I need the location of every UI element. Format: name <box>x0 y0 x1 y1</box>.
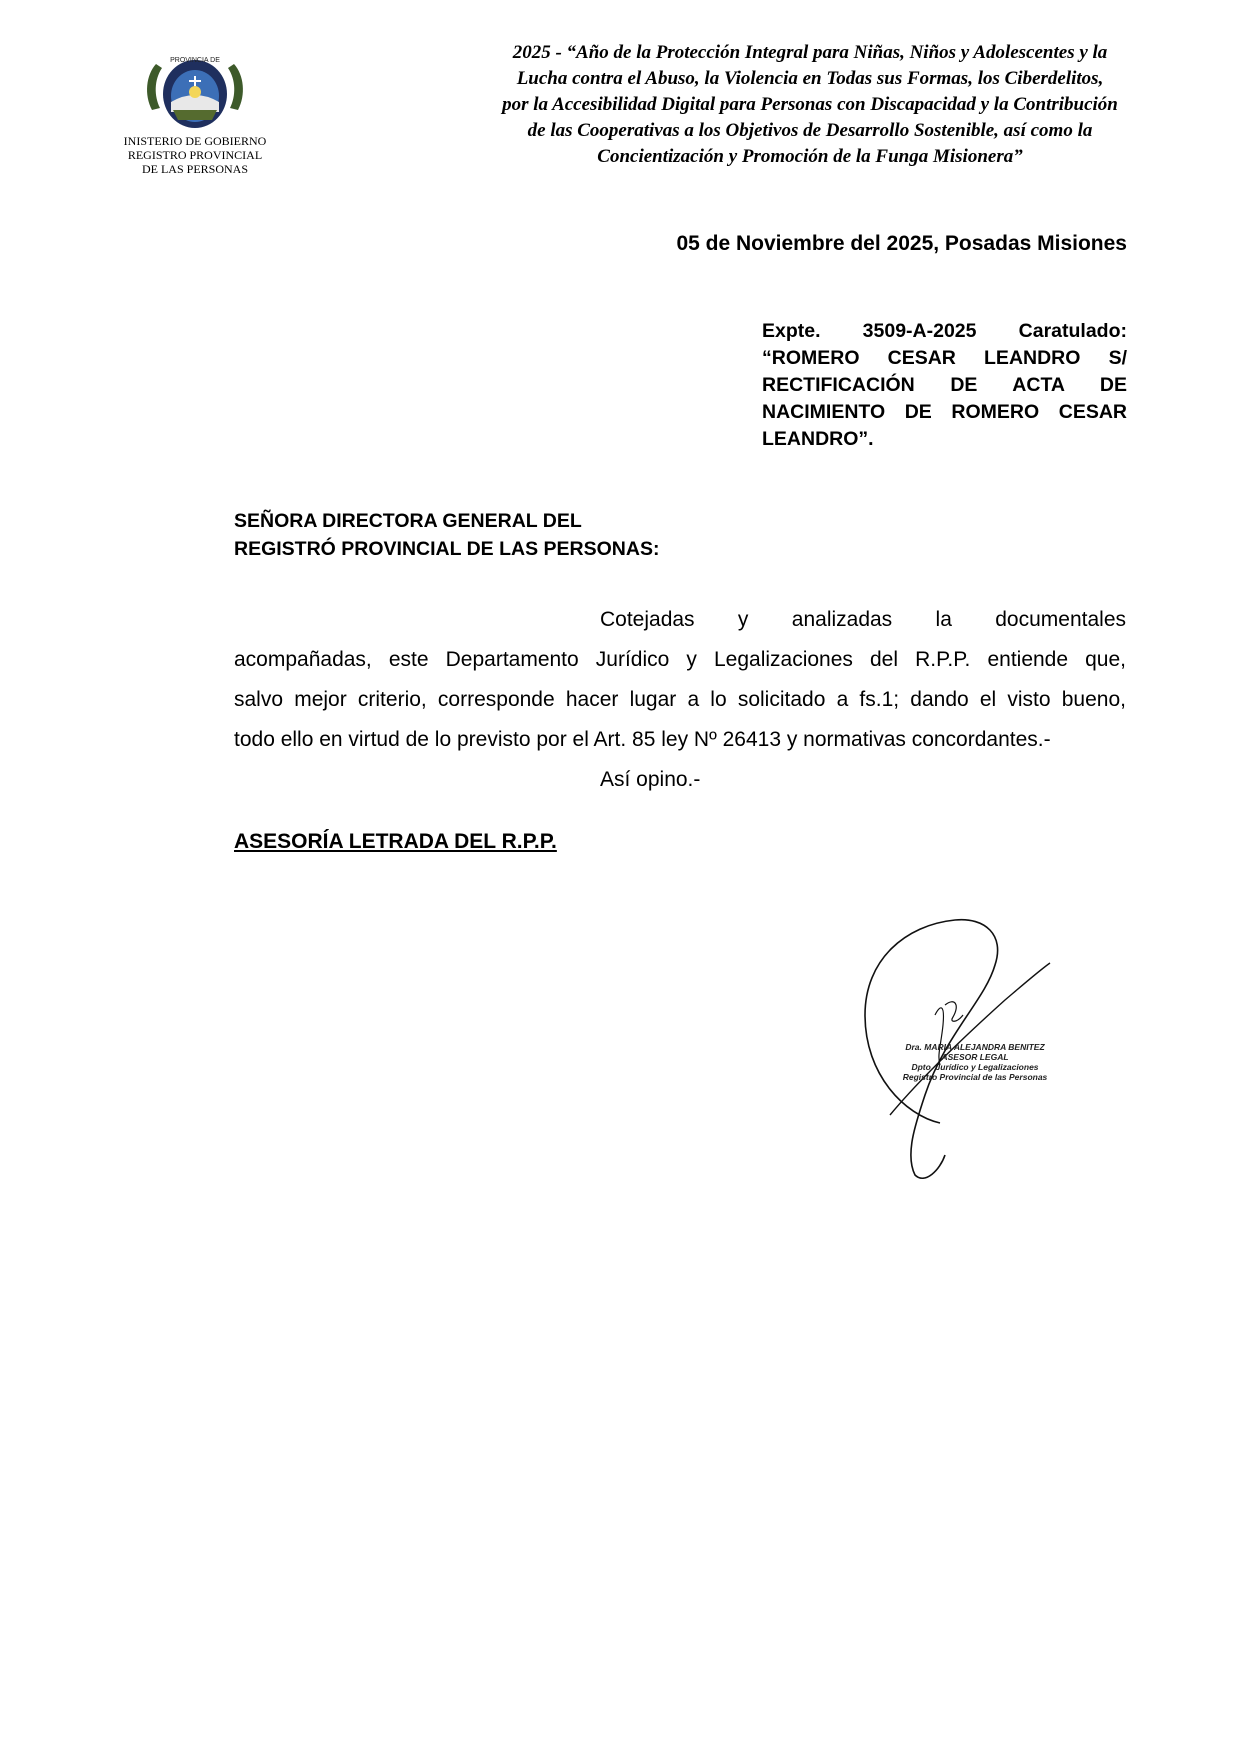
body-text <box>234 600 1126 800</box>
stamp-line: ASESOR LEGAL <box>941 1052 1009 1062</box>
signature-heading: ASESORÍA LETRADA DEL R.P.P. <box>234 830 557 853</box>
motto-line: Concientización y Promoción de la Funga Misionera” <box>597 146 1023 167</box>
institution-line: DE LAS PERSONAS <box>141 162 249 176</box>
logo-arc-text: PROVINCIA DE <box>170 57 220 64</box>
body-line: acompañadas, este Departamento Jurídico y Legalizaciones del R.P.P. entiende que, <box>234 648 1126 671</box>
motto-line: de las Cooperativas a los Objetivos de Desarrollo Sostenible, así como la <box>527 120 1093 141</box>
body-line: salvo mejor criterio, corresponde hacer lugar a lo solicitado a fs.1; dando el visto bueno, <box>234 688 1126 711</box>
stamp-line: Registro Provincial de las Personas <box>902 1072 1048 1082</box>
motto-line: Lucha contra el Abuso, la Violencia en Todas sus Formas, los Ciberdelitos, <box>516 68 1104 89</box>
year-motto <box>460 40 1160 170</box>
stamp-line: Dra. MARIA ALEJANDRA BENITEZ <box>905 1042 1045 1052</box>
addressee-line: REGISTRÓ PROVINCIAL DE LAS PERSONAS: <box>234 538 660 560</box>
motto-line: 2025 - “Año de la Protección Integral para Niñas, Niños y Adolescentes y la <box>512 42 1108 63</box>
legal-advisor-stamp <box>895 1042 1055 1082</box>
addressee <box>234 507 659 563</box>
body-line: todo ello en virtud de lo previsto por el Art. 85 ley Nº 26413 y normativas concordantes.- <box>234 728 1051 751</box>
case-reference: Expte. 3509-A-2025 Caratulado: “ROMERO CESAR LEANDRO S/ RECTIFICACIÓN DE ACTA DE NACIMIENTO DE ROMERO CESAR LEANDRO”. <box>762 320 1127 450</box>
stamp-line: Dpto. Jurídico y Legalizaciones <box>911 1062 1039 1072</box>
closing-phrase: Así opino.- <box>600 768 701 791</box>
institution-line: INISTERIO DE GOBIERNO <box>123 134 267 148</box>
institution-name <box>110 134 280 176</box>
motto-line: por la Accesibilidad Digital para Personas con Discapacidad y la Contribución <box>502 94 1118 115</box>
coat-of-arms-icon <box>140 50 250 130</box>
body-line: Cotejadas y analizadas la documentales <box>600 608 1126 631</box>
date-line: 05 de Noviembre del 2025, Posadas Misiones <box>676 232 1127 255</box>
institution-line: REGISTRO PROVINCIAL <box>127 148 263 162</box>
addressee-line: SEÑORA DIRECTORA GENERAL DEL <box>234 510 582 532</box>
